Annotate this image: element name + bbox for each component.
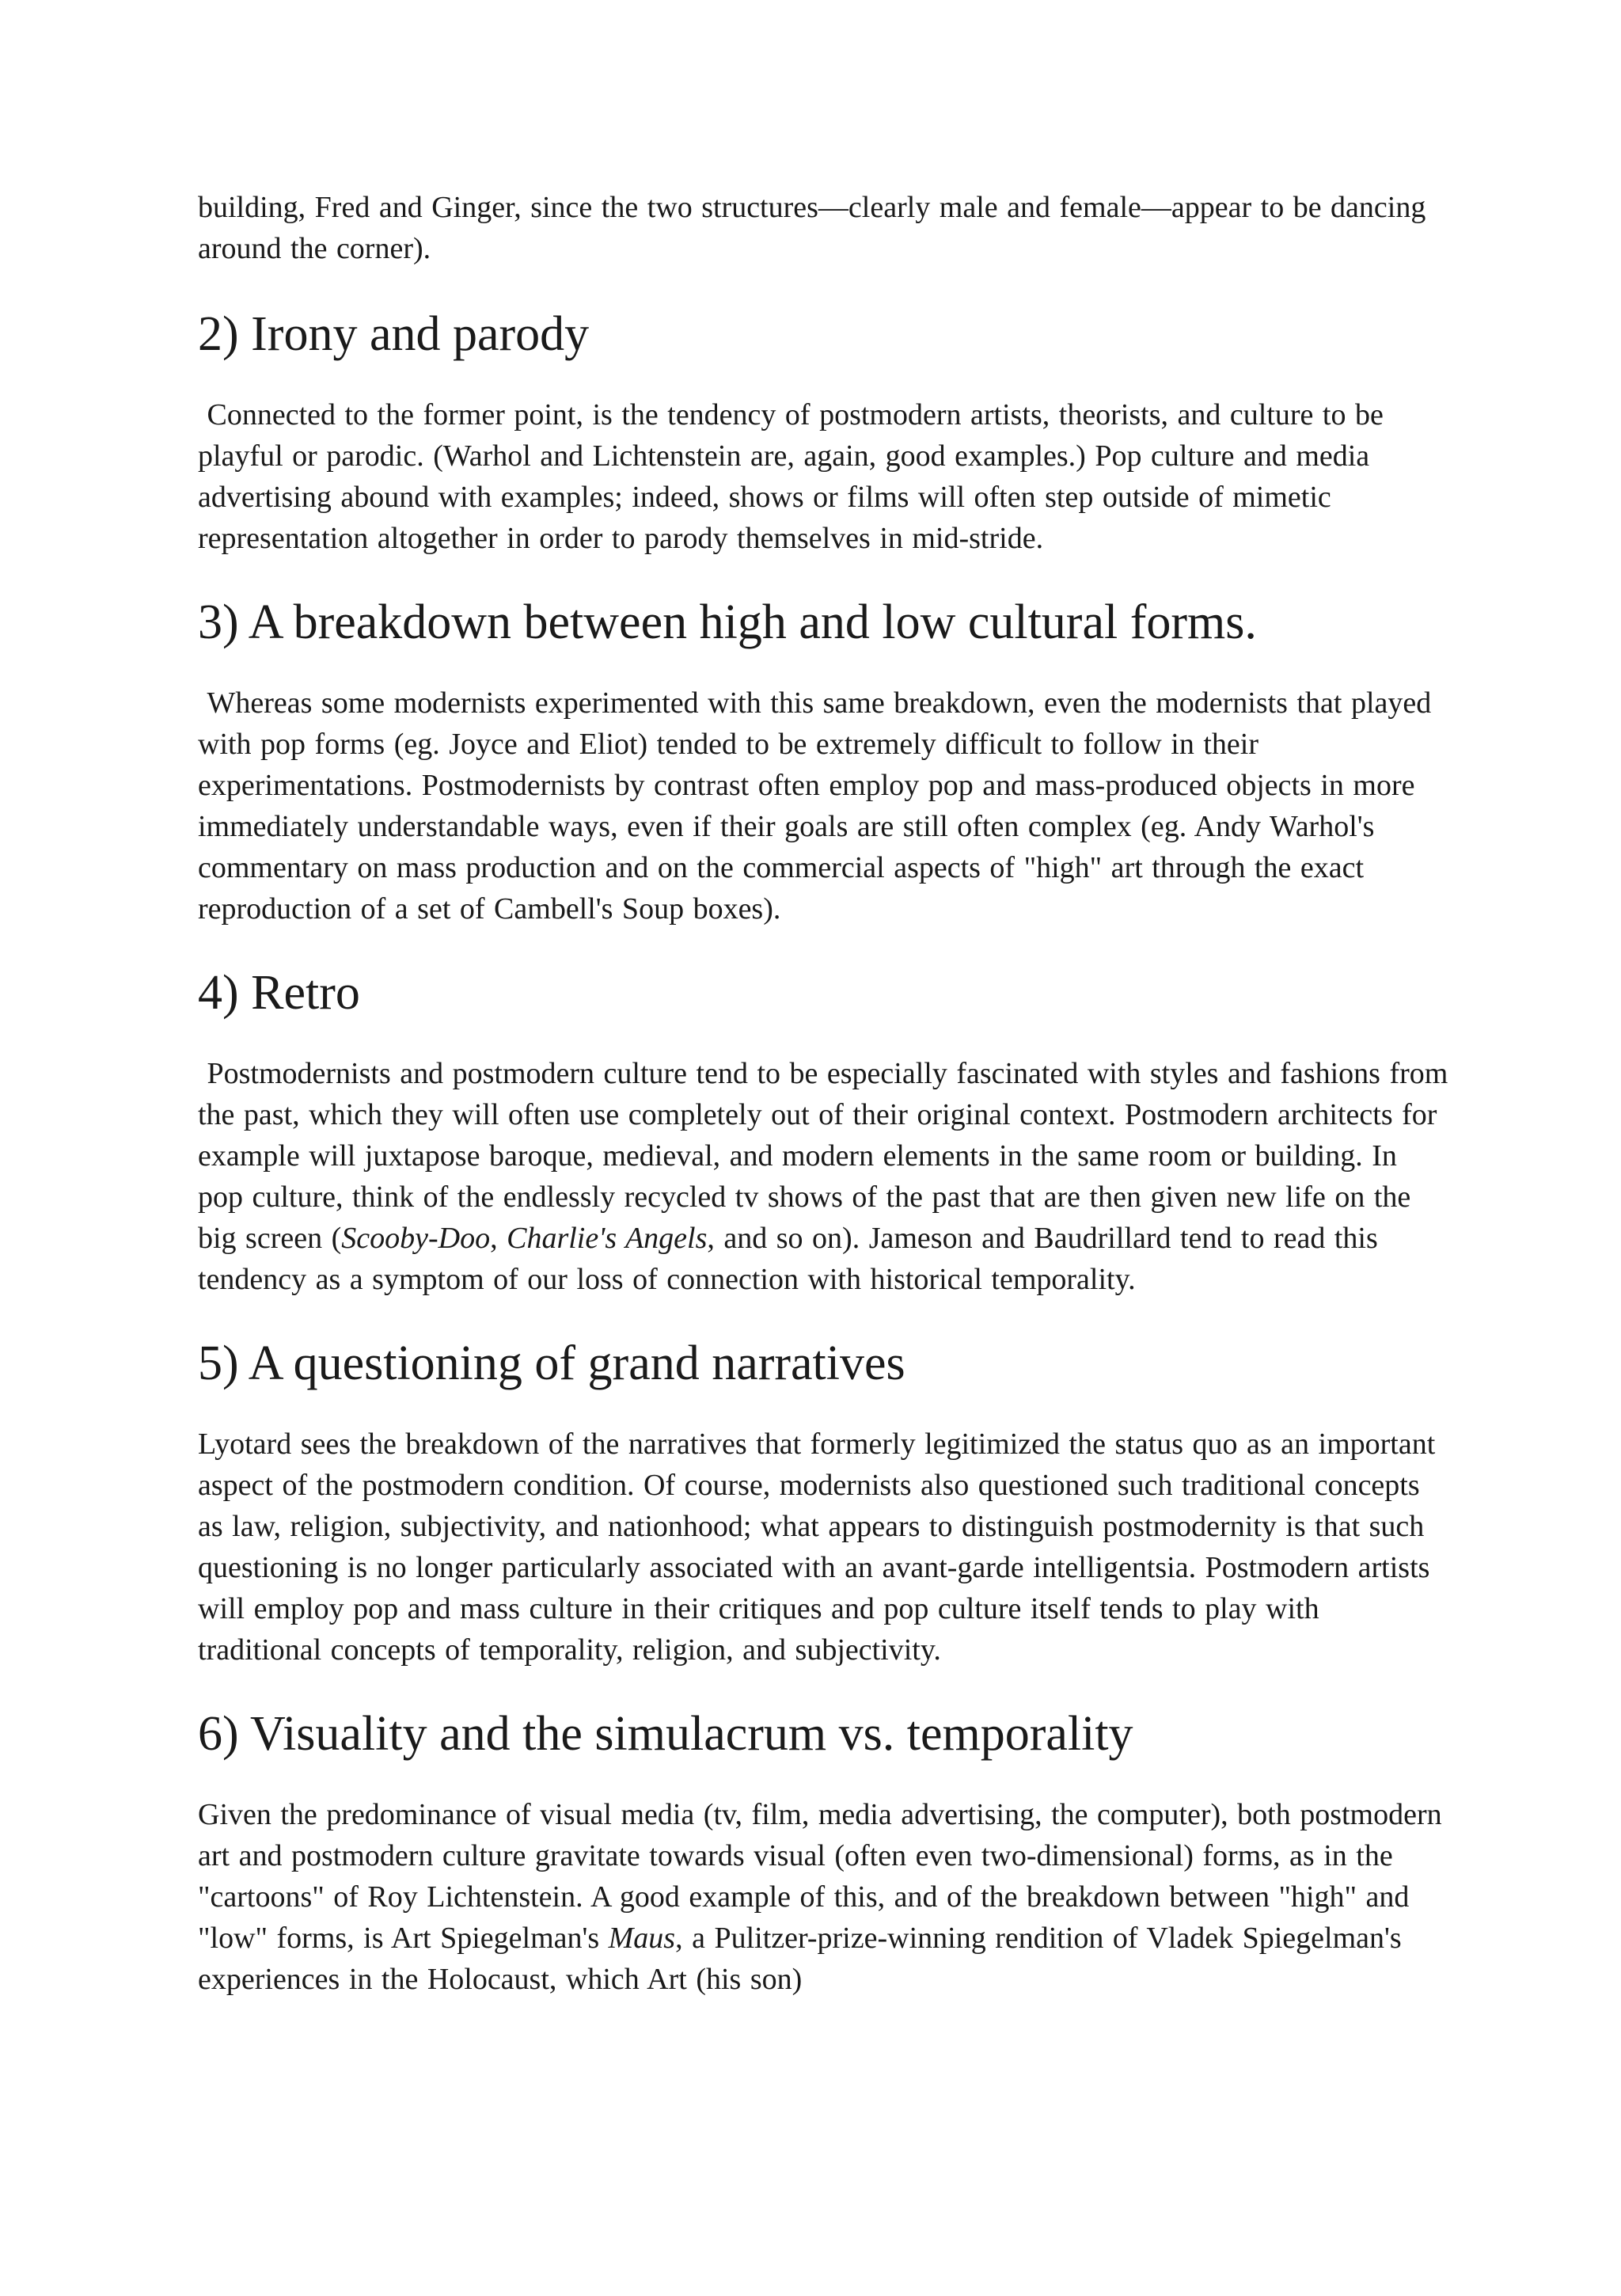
visuality-text-part-1: Given the predominance of visual media (tv, film, media advertising, the computer), both postmodern art and postmodern culture gravitate towards visual (often even two-dimensional) forms, as in the "cartoons" of Roy Lichtenstein. A good example of this, and of the breakdown between "high" and "low" forms, is Art Spiegelman's	[198, 1798, 1442, 1955]
section-body-high-low-breakdown: Whereas some modernists experimented with this same breakdown, even the modernists that played with pop forms (eg. Joyce and Eliot) tended to be extremely difficult to follow in their experimentations. Postmodernists by contrast often employ pop and mass-produced objects in more immediately understandable ways, even if their goals are still often complex (eg. Andy Warhol's commentary on mass production and on the commercial aspects of "high" art through the exact reproduction of a set of Cambell's Soup boxes).	[198, 686, 1432, 926]
section-heading-high-low-breakdown: 3) A breakdown between high and low cultural forms.	[198, 595, 1257, 649]
section-heading-grand-narratives: 5) A questioning of grand narratives	[198, 1336, 905, 1390]
visuality-text-part-2: , a Pulitzer-prize-winning rendition of Vladek Spiegelman's experiences in the Holocaust, which Art (his son)	[198, 1922, 1402, 1996]
section-body-grand-narratives: Lyotard sees the breakdown of the narratives that formerly legitimized the status quo as an important aspect of the postmodern condition. Of course, modernists also questioned such traditional concepts as law, religion, subjectivity, and nationhood; what appears to distinguish postmodernity is that such questioning is no longer particularly associated with an avant-garde intelligentsia. Postmodern artists will employ pop and mass culture in their critiques and pop culture itself tends to play with traditional concepts of temporality, religion, and subjectivity.	[198, 1427, 1436, 1667]
visuality-title-maus: Maus	[608, 1922, 676, 1955]
retro-title-separator: ,	[490, 1222, 507, 1255]
section-heading-retro: 4) Retro	[198, 966, 360, 1020]
section-body-irony-parody: Connected to the former point, is the tendency of postmodern artists, theorists, and culture to be playful or parodic. (Warhol and Lichtenstein are, again, good examples.) Pop culture and media advertising abound with examples; indeed, shows or films will often step outside of mimetic representation altogether in order to parody themselves in mid-stride.	[198, 398, 1384, 555]
retro-text-part-1: Postmodernists and postmodern culture tend to be especially fascinated with styles and fashions from the past, which they will often use completely out of their original context. Postmodern architects for example will juxtapose baroque, medieval, and modern elements in the same room or building. In pop culture, think of the endlessly recycled tv shows of the past that are then given new life on the big screen (	[198, 1057, 1448, 1255]
document-page	[198, 187, 1448, 2035]
retro-text-part-2: , and so on). Jameson and Baudrillard tend to read this tendency as a symptom of our loss of connection with historical temporality.	[198, 1222, 1378, 1296]
intro-paragraph: building, Fred and Ginger, since the two structures—clearly male and female—appear to be dancing around the corner).	[198, 191, 1426, 265]
section-body-retro	[198, 1053, 1448, 1300]
section-body-visuality	[198, 1794, 1448, 2000]
section-heading-irony-parody: 2) Irony and parody	[198, 307, 590, 361]
retro-title-charlies-angels: Charlie's Angels	[507, 1222, 708, 1255]
section-heading-visuality: 6) Visuality and the simulacrum vs. temporality	[198, 1707, 1133, 1761]
retro-title-scooby-doo: Scooby-Doo	[341, 1222, 491, 1255]
